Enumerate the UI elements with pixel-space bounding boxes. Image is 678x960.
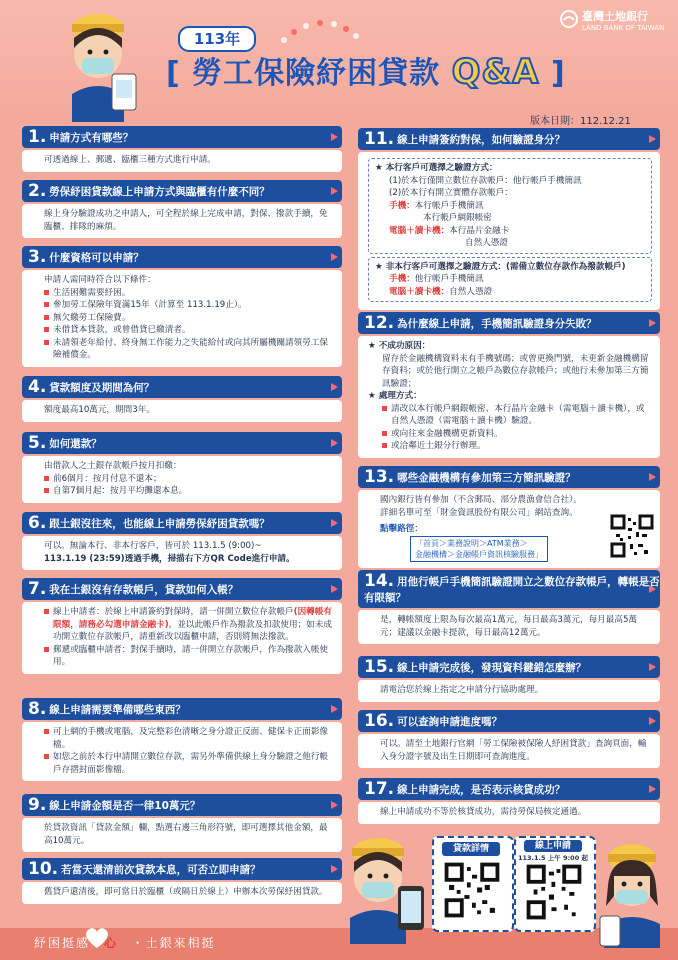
list-item: 參加勞工保險年資滿15年（計算至 113.1.19止）。 <box>44 299 334 312</box>
qr-code-icon[interactable] <box>444 862 500 918</box>
bank-name-en: LAND BANK OF TAIWAN <box>582 24 665 32</box>
answer-box <box>358 610 660 644</box>
path-link[interactable] <box>410 536 548 562</box>
question-number: 5. <box>28 433 47 453</box>
list-item: 自第7個月起：按月平均攤還本息。 <box>44 485 334 498</box>
answer-box <box>22 270 342 367</box>
arrow-icon <box>649 135 656 143</box>
qa-item <box>22 432 342 503</box>
question-bar <box>22 512 342 534</box>
qa-item <box>22 246 342 367</box>
answer-text: 由借款人之土銀存款帳戶按月扣繳： <box>44 461 182 471</box>
list-item: 或洽鄰近土銀分行辦理。 <box>382 440 652 453</box>
qa-item <box>22 126 342 172</box>
method: 自然人憑證 <box>449 286 493 297</box>
answer-box <box>22 818 342 852</box>
qa-item <box>22 180 342 238</box>
title-bracket-left: [ <box>166 56 181 91</box>
question-bar <box>358 312 660 334</box>
answer-box <box>22 602 342 674</box>
arrow-icon <box>331 439 338 447</box>
answer-box <box>358 802 660 824</box>
qa-item <box>358 710 660 768</box>
question-number: 3. <box>28 247 47 267</box>
qr-code-icon[interactable] <box>610 514 654 558</box>
question-number: 9. <box>28 795 47 815</box>
verify-other-box <box>368 257 652 303</box>
pc-label: 電腦＋讀卡機： <box>389 286 450 297</box>
decorative-dots-icon <box>280 18 360 48</box>
qa-item <box>358 128 660 310</box>
loan-detail-label: 貸款詳情 <box>442 842 500 856</box>
qa-item <box>22 512 342 570</box>
qa-item <box>358 570 660 644</box>
answer-text: 線上身分驗證成功之申請人，可全程於線上完成申請，對保、撥款手續，免臨櫃、排隊的麻煩。 <box>44 209 328 232</box>
answer-box <box>22 722 342 781</box>
arrow-icon <box>649 473 656 481</box>
answer-text: 舊貸戶還清後，即可當日於臨櫃（或隔日於線上）申辦本次勞保紓困貸款。 <box>44 887 328 897</box>
arrow-icon <box>649 717 656 725</box>
slogan-right: ・土銀來相挺 <box>131 936 216 950</box>
answer-box <box>358 490 660 568</box>
title-qa: Q&A <box>451 52 540 92</box>
arrow-icon <box>331 133 338 141</box>
arrow-icon <box>649 585 656 593</box>
question-bar <box>22 698 342 720</box>
mascot-man-icon <box>58 4 142 122</box>
question-text: 線上申請金額是否一律10萬元？ <box>49 800 201 812</box>
version-date: 版本日期：112.12.21 <box>530 116 631 127</box>
list-item: 無欠繳勞工保險費。 <box>44 312 334 325</box>
path-text: 「首頁＞業務說明＞ATM業務＞ <box>415 538 528 548</box>
slogan-heart-text: 心 <box>103 936 118 950</box>
question-text: 可以查詢申請進度嗎？ <box>397 716 503 728</box>
answer-box <box>358 152 660 310</box>
slogan-left: 紓困挺感 <box>34 936 91 950</box>
question-bar <box>22 858 342 880</box>
question-text: 用他行帳戶手機簡訊驗證開立之數位存款帳戶，轉帳是否有限額？ <box>364 576 660 604</box>
question-bar <box>358 656 660 678</box>
path-label: 點擊路徑： <box>380 524 423 534</box>
answer-text: 可透過線上、郵遞、臨櫃三種方式進行申請。 <box>44 155 216 165</box>
answer-box <box>358 336 660 458</box>
answer-text: 詳細名單可至「財金資訊股份有限公司」網站查詢。 <box>380 507 578 518</box>
footer-slogan <box>34 934 216 951</box>
list-item: 可上網的手機或電腦，及完整彩色清晰之身分證正反面、健保卡正面影像檔。 <box>44 726 334 751</box>
path-text: 金融機構＞金融帳戶資訊核驗服務」 <box>415 549 543 559</box>
list-item: 如您之前於本行申請開立數位存款，需另外準備供線上身分驗證之他行帳戶存摺封面影像檔。 <box>44 751 334 776</box>
qa-item <box>358 778 660 824</box>
answer-text: 是，轉帳額度上限為每次最高1萬元，每日最高3萬元，每月最高5萬元；建議以金融卡提款，每日最高12萬元。 <box>380 615 638 638</box>
question-number: 17. <box>364 779 395 799</box>
question-number: 13. <box>364 467 395 487</box>
question-number: 2. <box>28 181 47 201</box>
method: 本行帳戶手機簡訊 <box>414 200 484 211</box>
mascot-man-phone-icon <box>340 832 430 944</box>
qa-item <box>22 578 342 674</box>
qa-item <box>22 858 342 904</box>
answer-text: 113.1.19 (23:59)透過手機，掃描右下方QR Code進行申請。 <box>44 553 295 564</box>
question-bar <box>358 466 660 488</box>
question-text: 線上申請完成後，發現資料鍵錯怎麼辦？ <box>397 662 587 674</box>
answer-text: 可以。請至土地銀行官網「勞工保險被保險人紓困貸款」查詢頁面，輸入身分證字號及出生日期即可查詢進度。 <box>380 739 647 762</box>
qa-item <box>358 656 660 702</box>
method: 他行帳戶手機簡訊 <box>414 274 484 284</box>
question-text: 什麼資格可以申請？ <box>49 252 144 264</box>
qa-item <box>358 466 660 568</box>
phone-label: 手機： <box>389 200 415 211</box>
answer-box <box>22 456 342 503</box>
question-bar <box>22 246 342 268</box>
title-text: 勞工保險紓困貸款 <box>192 56 441 91</box>
list-item: 未請領老年給付、終身無工作能力之失能給付或向其所屬機關請領勞工保險補償金。 <box>44 337 334 362</box>
arrow-icon <box>331 865 338 873</box>
arrow-icon <box>331 383 338 391</box>
year-badge: 113年 <box>178 26 256 52</box>
arrow-icon <box>649 663 656 671</box>
question-number: 14. <box>364 571 395 591</box>
question-bar <box>22 126 342 148</box>
title-bracket-right: ] <box>550 56 566 91</box>
qa-item <box>22 698 342 781</box>
answer-box <box>22 536 342 570</box>
reason-title: ★ 不成功原因： <box>368 341 431 351</box>
answer-box <box>22 400 342 422</box>
question-text: 線上申請需要準備哪些東西？ <box>49 704 186 716</box>
list-item: 前6個月：按月付息不還本； <box>44 473 334 486</box>
answer-text: 額度最高10萬元，期間3年。 <box>44 405 155 415</box>
online-apply-card[interactable] <box>514 836 596 932</box>
list-item: 郵遞或臨櫃申請者：對保手續時，請一併開立存款帳戶，作為撥款入帳使用。 <box>44 644 334 669</box>
question-number: 1. <box>28 127 47 147</box>
qa-item <box>22 794 342 852</box>
online-apply-date: 113.1.5 上午 9:00 起 <box>517 854 588 862</box>
bank-logo <box>560 6 672 46</box>
phone-label: 手機： <box>389 274 415 284</box>
question-number: 8. <box>28 699 47 719</box>
online-apply-label: 線上申請 <box>524 840 582 852</box>
question-number: 16. <box>364 711 395 731</box>
question-bar <box>358 778 660 800</box>
question-text: 為什麼線上申請，手機簡訊驗證身分失敗？ <box>397 318 597 330</box>
question-bar <box>358 710 660 732</box>
qa-item <box>358 312 660 458</box>
question-bar <box>358 570 660 608</box>
own-option-1: (1)於本行僅開立數位存款帳戶：他行帳戶手機簡訊 <box>389 175 582 186</box>
answer-text: 請電洽您於線上指定之申請分行協助處理。 <box>380 685 544 695</box>
question-text: 線上申請簽約對保，如何驗證身分？ <box>397 134 566 146</box>
question-bar <box>22 794 342 816</box>
answer-text: 於貸款資訊「貸款金額」欄，點選右邊三角形符號，即可選擇其他金額，最高10萬元。 <box>44 823 328 846</box>
answer-box <box>358 680 660 702</box>
qa-item <box>22 376 342 422</box>
own-option-2: (2)於本行有開立實體存款帳戶： <box>389 188 513 198</box>
qr-code-icon[interactable] <box>526 864 582 920</box>
mascot-woman-icon <box>596 836 674 948</box>
question-text: 線上申請完成，是否表示核貸成功？ <box>397 784 566 796</box>
question-text: 如何還款？ <box>49 438 102 450</box>
question-number: 7. <box>28 579 47 599</box>
question-number: 4. <box>28 377 47 397</box>
answer-box <box>22 204 342 238</box>
question-text: 貸款額度及期間為何？ <box>49 382 155 394</box>
question-bar <box>22 578 342 600</box>
warning-highlight: (因轉帳有限額，請務必勾選申請金融卡) <box>53 607 332 630</box>
question-text: 哪些金融機構有參加第三方簡訊驗證？ <box>397 472 576 484</box>
question-number: 6. <box>28 513 47 533</box>
question-number: 15. <box>364 657 395 677</box>
arrow-icon <box>331 253 338 261</box>
verify-own-box <box>368 158 652 254</box>
arrow-icon <box>331 187 338 195</box>
other-customer-title: ★ 非本行客戶可選擇之驗證方式：(需備立數位存款作為撥款帳戶) <box>375 261 626 272</box>
question-text: 申請方式有哪些？ <box>49 132 134 144</box>
question-number: 12. <box>364 313 395 333</box>
list-item: 請改以本行帳戶網銀帳密、本行晶片金融卡（需電腦＋讀卡機），或自然人憑證（需電腦＋讀卡機）驗證。 <box>382 403 652 428</box>
question-text: 若當天還清前次貸款本息，可否立即申請？ <box>61 864 261 876</box>
solution-title: ★ 處理方式： <box>368 391 422 401</box>
answer-box <box>22 882 342 904</box>
question-text: 跟土銀沒往來，也能線上申請勞保紓困貸款嗎？ <box>49 518 270 530</box>
answer-text: 線上申請成功不等於核貸成功，需待勞保局核定通過。 <box>380 807 587 817</box>
answer-text: 國內銀行皆有參加（不含郵局、部分農漁會信合社）。 <box>380 495 582 505</box>
question-bar <box>22 180 342 202</box>
own-customer-title: ★ 本行客戶可選擇之驗證方式： <box>375 163 498 173</box>
page-title <box>166 52 566 92</box>
question-bar <box>22 376 342 398</box>
list-item: 生活困難需要紓困。 <box>44 287 334 300</box>
answer-text: 申請人需同時符合以下條件： <box>44 275 156 285</box>
question-number: 10. <box>28 859 59 879</box>
arrow-icon <box>331 801 338 809</box>
answer-box <box>358 734 660 768</box>
question-text: 我在土銀沒有存款帳戶，貸款如何入帳？ <box>49 584 239 596</box>
answer-text: 可以。無論本行、非本行客戶，皆可於 113.1.5 (9:00)~ <box>44 541 262 551</box>
arrow-icon <box>331 705 338 713</box>
question-text: 勞保紓困貸款線上申請方式與臨櫃有什麼不同？ <box>49 186 270 198</box>
arrow-icon <box>331 519 338 527</box>
loan-detail-card[interactable] <box>432 836 514 932</box>
bank-name: 臺灣土地銀行 <box>582 10 648 23</box>
method: 自然人憑證 <box>465 238 508 248</box>
question-bar <box>358 128 660 150</box>
list-item: 或向往來金融機構更新資料。 <box>382 428 652 441</box>
bank-logo-icon <box>560 10 578 28</box>
method: 本行晶片金融卡 <box>449 225 510 236</box>
method: 本行帳戶網銀帳密 <box>423 213 492 223</box>
arrow-icon <box>649 319 656 327</box>
question-number: 11. <box>364 129 395 149</box>
list-item: 線上申請者：於線上申請簽約對保時，請一併開立數位存款帳戶(因轉帳有限額，請務必勾選申請金融卡)，並以此帳戶作為撥款及扣款使用；如未成功開立數位存款帳戶，請重新改以臨櫃申請，否則將無法撥款。 <box>44 606 334 644</box>
list-item: 未借貸本貸款，或曾借貸已繳清者。 <box>44 324 334 337</box>
arrow-icon <box>331 585 338 593</box>
arrow-icon <box>649 785 656 793</box>
answer-box <box>22 150 342 172</box>
reason-text: 留存於金融機構資料未有手機號碼；或曾更換門號，未更新金融機構留存資料；或於他行開立之帳戶為數位存款帳戶；或他行未參加第三方簡訊驗證； <box>382 353 649 389</box>
question-bar <box>22 432 342 454</box>
pc-label: 電腦＋讀卡機： <box>389 225 450 236</box>
